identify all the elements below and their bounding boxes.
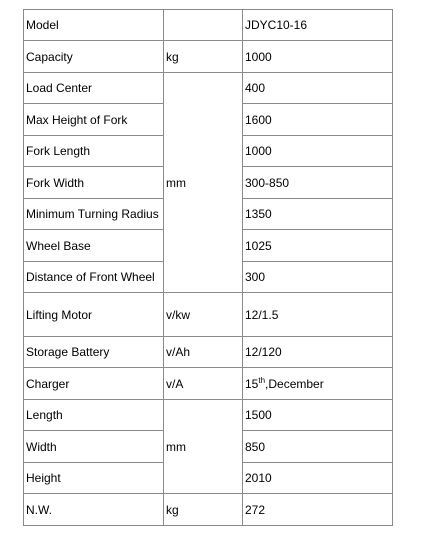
row-value: 850 (243, 431, 393, 463)
spec-table (23, 9, 393, 526)
table-row (24, 10, 393, 41)
table-row (24, 73, 393, 104)
table-row (24, 368, 393, 400)
row-label: Model (24, 10, 164, 41)
merged-unit-size: mm (164, 400, 243, 494)
row-label: Height (24, 463, 164, 494)
row-value: 1000 (243, 41, 393, 73)
table-row (24, 337, 393, 368)
row-label: Minimum Turning Radius (24, 199, 164, 230)
row-unit: v/Ah (164, 337, 243, 368)
row-label: Fork Width (24, 167, 164, 199)
row-label: Storage Battery (24, 337, 164, 368)
table-row (24, 494, 393, 526)
row-value: 300-850 (243, 167, 393, 199)
row-label: Charger (24, 368, 164, 400)
table-row (24, 41, 393, 73)
row-label: N.W. (24, 494, 164, 526)
row-value: JDYC10-16 (243, 10, 393, 41)
charger-value-number: 15 (245, 376, 259, 391)
row-unit: kg (164, 494, 243, 526)
table-row (24, 293, 393, 337)
row-label: Length (24, 400, 164, 431)
row-value: 1000 (243, 136, 393, 167)
row-unit: v/kw (164, 293, 243, 337)
row-value: 12/120 (243, 337, 393, 368)
row-value: 2010 (243, 463, 393, 494)
row-value (243, 368, 393, 400)
table-row (24, 400, 393, 431)
merged-unit-dimensions: mm (164, 73, 243, 293)
row-value: 12/1.5 (243, 293, 393, 337)
row-label: Distance of Front Wheel (24, 262, 164, 293)
row-value: 300 (243, 262, 393, 293)
row-unit: v/A (164, 368, 243, 400)
row-value: 1500 (243, 400, 393, 431)
row-value: 1350 (243, 199, 393, 230)
row-label: Capacity (24, 41, 164, 73)
charger-value-suffix: th (258, 375, 266, 385)
row-value: 272 (243, 494, 393, 526)
row-value: 400 (243, 73, 393, 104)
charger-value-text: ,December (265, 376, 324, 391)
row-value: 1600 (243, 104, 393, 136)
row-label: Lifting Motor (24, 293, 164, 337)
row-label: Load Center (24, 73, 164, 104)
row-value: 1025 (243, 230, 393, 262)
row-label: Width (24, 431, 164, 463)
row-label: Wheel Base (24, 230, 164, 262)
row-label: Fork Length (24, 136, 164, 167)
row-label: Max Height of Fork (24, 104, 164, 136)
row-unit: kg (164, 41, 243, 73)
row-unit (164, 10, 243, 41)
